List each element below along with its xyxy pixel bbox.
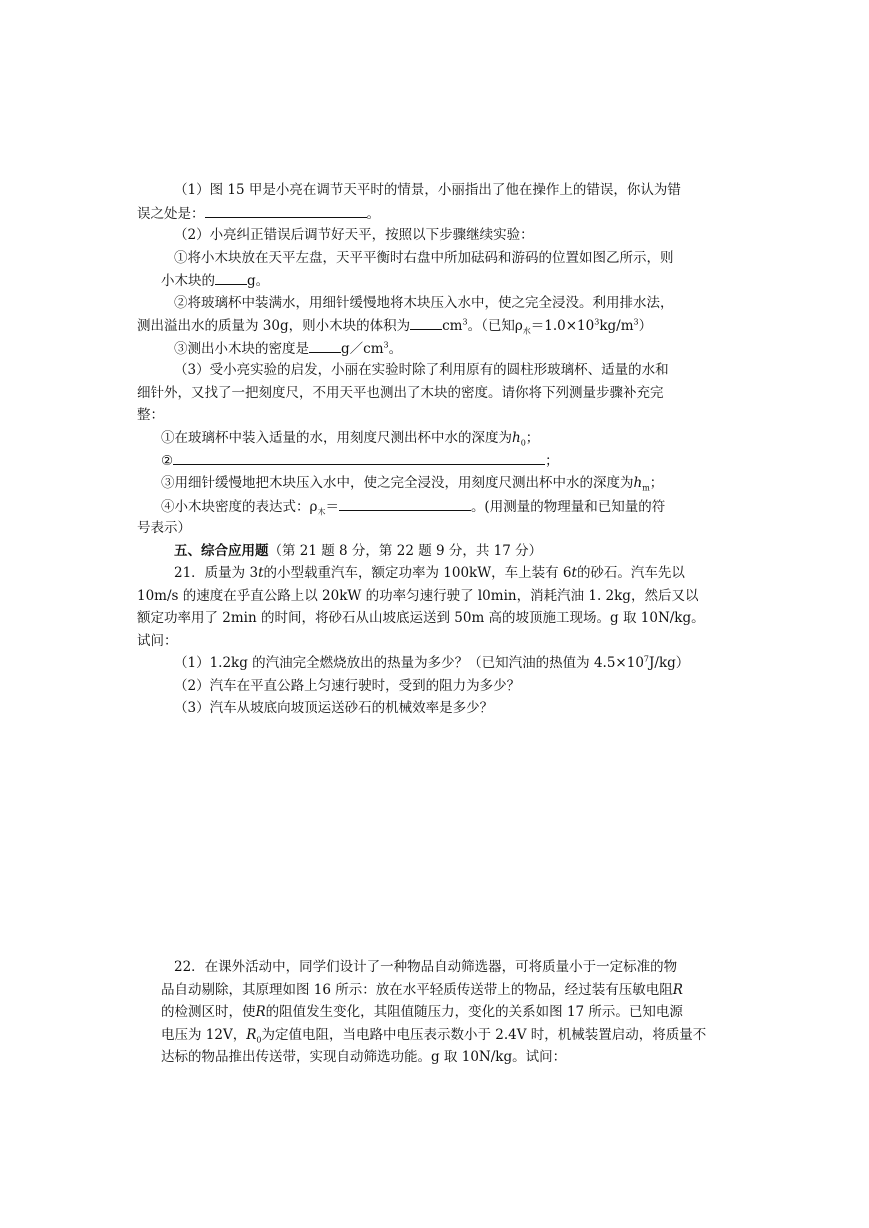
q20-method-step4: ④小木块密度的表达式：$\rho_木=$ 。(用测量的物理量和已知量的符: [161, 496, 665, 516]
q21-subquestion-2: （2）汽车在平直公路上匀速行驶时，受到的阻力为多少？: [174, 678, 521, 694]
q20-part3-line2: 细针外，又找了一把刻度尺，不用天平也测出了木块的密度。请你将下列测量步骤补充完: [137, 385, 664, 401]
q21-line1: 21．质量为 3t的小型载重汽车，额定功率为 100kW，车上装有 6t的砂石。汽车先以: [174, 565, 685, 581]
answer-blank-mass[interactable]: [215, 270, 247, 285]
q20-step2-line2: 测出溢出水的质量为 30g，则小木块的体积为 $cm^3$。（已知$\rho_水=1.0\times 10^3kg/m^3$）: [137, 315, 652, 335]
q20-method-step2: ② ；: [161, 450, 559, 470]
q20-part1-line2: 误之处是： 。: [137, 203, 380, 223]
q20-step3: ③测出小木块的密度是 $g/cm^3$。: [174, 338, 402, 358]
answer-blank-volume[interactable]: [410, 315, 442, 330]
q22-line3: 的检测区时，使R的阻值发生变化，其阻值随压力，变化的关系如图 17 所示。已知电源: [161, 1004, 683, 1020]
q20-method-step4-cont: 号表示）: [137, 520, 191, 536]
q21-line2: 10m/s 的速度在乎直公路上以 20kW 的功率匀速行驶了 l0min，消耗汽油 1. 2kg，然后又以: [137, 588, 699, 604]
q20-step1-line1: ①将小木块放在天平左盘，天平平衡时右盘中所加砝码和游码的位置如图乙所示，则: [174, 250, 674, 266]
q21-subquestion-3: （3）汽车从坡底向坡顶运送砂石的机械效率是多少？: [174, 700, 494, 716]
q20-method-step3: ③用细针缓慢地把木块压入水中，使之完全浸没，用刻度尺测出杯中水的深度为$h_m$；: [161, 475, 664, 493]
q20-part2-intro: （2）小亮纠正错误后调节好天平，按照以下步骤继续实验：: [174, 227, 534, 243]
answer-blank-density[interactable]: [309, 338, 341, 353]
q20-part1-line1: （1）图 15 甲是小亮在调节天平时的情景，小丽指出了他在操作上的错误，你认为错: [174, 182, 681, 198]
q20-part3-line1: （3）受小亮实验的启发，小丽在实验时除了利用原有的圆柱形玻璃杯、适量的水和: [174, 362, 669, 378]
q22-line1: 22．在课外活动中，同学们设计了一种物品自动筛选器，可将质量小于一定标准的物: [174, 959, 678, 975]
answer-blank-step2[interactable]: [173, 450, 545, 465]
q21-line4: 试问：: [137, 633, 178, 649]
q20-part3-line3: 整：: [137, 407, 164, 423]
answer-blank-error[interactable]: [205, 203, 367, 218]
q20-method-step1: ①在玻璃杯中装入适量的水，用刻度尺测出杯中水的深度为$h_0$；: [161, 430, 540, 448]
q20-step1-line2: 小木块的 g。: [161, 270, 269, 290]
answer-blank-expression[interactable]: [339, 496, 471, 511]
q21-subquestion-1: （1）1.2kg 的汽油完全燃烧放出的热量为多少？（已知汽油的热值为 $4.5\times 10^7J/kg$）: [174, 654, 690, 671]
section-heading: 五、综合应用题（第 21 题 8 分，第 22 题 9 分，共 17 分）: [174, 543, 543, 559]
q21-line3: 额定功率用了 2min 的时间，将砂石从山坡底运送到 50m 高的坡顶施工现场。g 取 10N/kg。: [137, 610, 705, 626]
q22-line2: 品自动剔除，其原理如图 16 所示：放在水平轻质传送带上的物品，经过装有压敏电阻R: [161, 982, 683, 998]
q20-step2-line1: ②将玻璃杯中装满水，用细针缓慢地将木块压入水中，使之完全浸没。利用排水法，: [174, 295, 674, 311]
q22-line5: 达标的物品推出传送带，实现自动筛选功能。g 取 10N/kg。试问：: [161, 1049, 567, 1065]
q22-line4: 电压为 12V，$R_0$为定值电阻，当电路中电压表示数小于 2.4V 时，机械装置启动，将质量不: [161, 1027, 707, 1045]
